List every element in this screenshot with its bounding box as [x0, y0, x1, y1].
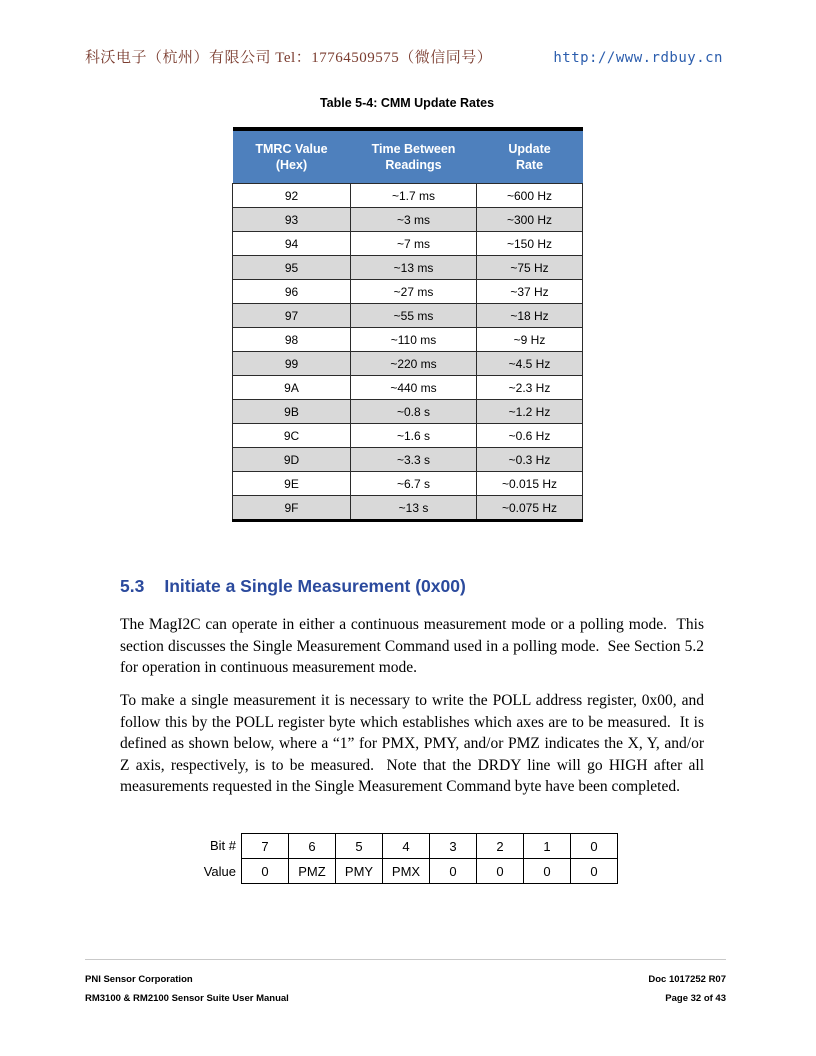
- col-header-update-rate: [477, 129, 583, 184]
- table-row: [233, 280, 583, 304]
- section-number: 5.3: [120, 576, 145, 596]
- bit-number-cell: 3: [430, 834, 477, 859]
- tmrc-cell: 99: [233, 352, 351, 376]
- rate-cell: ~0.075 Hz: [477, 496, 583, 521]
- table-row: [233, 472, 583, 496]
- poll-register-bit-table: [190, 833, 618, 885]
- tmrc-cell: 9C: [233, 424, 351, 448]
- bit-value-cell: 0: [524, 859, 571, 884]
- table-row: [233, 208, 583, 232]
- tmrc-cell: 92: [233, 184, 351, 208]
- tmrc-cell: 93: [233, 208, 351, 232]
- section-title: Initiate a Single Measurement (0x00): [164, 576, 466, 596]
- time-cell: ~13 s: [351, 496, 477, 521]
- bit-value-cell: PMY: [336, 859, 383, 884]
- header-company-text: 科沃电子（杭州）有限公司 Tel：17764509575（微信同号）: [85, 50, 493, 66]
- bit-number-cell: 5: [336, 834, 383, 859]
- footer-right: [648, 970, 726, 1008]
- bit-number-cell: 1: [524, 834, 571, 859]
- bit-value-row: [242, 859, 618, 884]
- time-cell: ~440 ms: [351, 376, 477, 400]
- tmrc-cell: 94: [233, 232, 351, 256]
- rate-cell: ~18 Hz: [477, 304, 583, 328]
- page-footer: [85, 970, 726, 1008]
- table-row: [233, 352, 583, 376]
- rate-cell: ~1.2 Hz: [477, 400, 583, 424]
- rate-cell: ~300 Hz: [477, 208, 583, 232]
- col-header-line: TMRC Value: [255, 142, 328, 156]
- rate-cell: ~75 Hz: [477, 256, 583, 280]
- bit-value-cell: 0: [242, 859, 289, 884]
- tmrc-cell: 9F: [233, 496, 351, 521]
- table-caption: Table 5-4: CMM Update Rates: [319, 96, 495, 110]
- table-row: [233, 304, 583, 328]
- time-cell: ~220 ms: [351, 352, 477, 376]
- section-heading: [120, 576, 466, 597]
- time-cell: ~6.7 s: [351, 472, 477, 496]
- col-header-tmrc-value: [233, 129, 351, 184]
- cmm-update-rates-table: [232, 127, 583, 522]
- bit-number-cell: 0: [571, 834, 618, 859]
- bit-number-cell: 6: [289, 834, 336, 859]
- bit-number-cell: 2: [477, 834, 524, 859]
- bit-number-row: [242, 834, 618, 859]
- footer-left: [85, 970, 289, 1008]
- col-header-line: Update: [508, 142, 551, 156]
- tmrc-cell: 9B: [233, 400, 351, 424]
- table-row: [233, 448, 583, 472]
- table-row: [233, 424, 583, 448]
- time-cell: ~27 ms: [351, 280, 477, 304]
- table-header-row: [233, 129, 583, 184]
- table-row: [233, 496, 583, 521]
- time-cell: ~3.3 s: [351, 448, 477, 472]
- footer-manual-title: RM3100 & RM2100 Sensor Suite User Manual: [85, 993, 289, 1004]
- tmrc-cell: 97: [233, 304, 351, 328]
- footer-doc-number: Doc 1017252 R07: [648, 974, 726, 985]
- col-header-line: Time Between: [371, 142, 456, 156]
- rate-cell: ~0.6 Hz: [477, 424, 583, 448]
- bit-value-row-label: Value: [203, 864, 236, 879]
- bit-number-cell: 4: [383, 834, 430, 859]
- bit-value-cell: 0: [477, 859, 524, 884]
- col-header-line: (Hex): [275, 158, 308, 172]
- time-cell: ~55 ms: [351, 304, 477, 328]
- header-url-link[interactable]: http://www.rdbuy.cn: [553, 50, 723, 66]
- table-row: [233, 184, 583, 208]
- tmrc-cell: 96: [233, 280, 351, 304]
- footer-divider: [85, 959, 726, 960]
- rate-cell: ~600 Hz: [477, 184, 583, 208]
- time-cell: ~1.7 ms: [351, 184, 477, 208]
- rate-cell: ~9 Hz: [477, 328, 583, 352]
- paragraph-1: The MagI2C can operate in either a continuous measurement mode or a polling mode. This section discusses the Single Measurement Command used in a polling mode. See Section 5.2 for operation in continuous measurement mode.: [120, 616, 708, 676]
- tmrc-cell: 98: [233, 328, 351, 352]
- time-cell: ~0.8 s: [351, 400, 477, 424]
- rate-cell: ~0.015 Hz: [477, 472, 583, 496]
- table-row: [233, 376, 583, 400]
- time-cell: ~13 ms: [351, 256, 477, 280]
- paragraph-2: To make a single measurement it is necessary to write the POLL address register, 0x00, and follow this by the POLL register byte which establishes which axes are to be measured. It is defined as shown below, where a “1” for PMX, PMY, and/or PMZ indicates the X, Y, and/or Z axis, respectively, is to be measured. Note that the DRDY line will go HIGH after all measurements requested in the Single Measurement Command byte have been completed.: [120, 692, 708, 795]
- footer-company: PNI Sensor Corporation: [85, 974, 193, 985]
- tmrc-cell: 95: [233, 256, 351, 280]
- bit-number-row-label: Bit #: [209, 838, 236, 853]
- time-cell: ~1.6 s: [351, 424, 477, 448]
- table-row: [233, 328, 583, 352]
- col-header-time-between: [351, 129, 477, 184]
- tmrc-cell: 9A: [233, 376, 351, 400]
- rate-cell: ~37 Hz: [477, 280, 583, 304]
- time-cell: ~7 ms: [351, 232, 477, 256]
- col-header-line: Readings: [385, 158, 442, 172]
- table-row: [233, 232, 583, 256]
- time-cell: ~110 ms: [351, 328, 477, 352]
- bit-value-cell: PMZ: [289, 859, 336, 884]
- page-header: [85, 46, 723, 67]
- rate-cell: ~0.3 Hz: [477, 448, 583, 472]
- bit-value-cell: 0: [571, 859, 618, 884]
- rate-cell: ~2.3 Hz: [477, 376, 583, 400]
- tmrc-cell: 9D: [233, 448, 351, 472]
- footer-page-number: Page 32 of 43: [665, 993, 726, 1004]
- bit-table-row-labels: [190, 833, 236, 885]
- time-cell: ~3 ms: [351, 208, 477, 232]
- rate-cell: ~4.5 Hz: [477, 352, 583, 376]
- bit-value-cell: PMX: [383, 859, 430, 884]
- table-row: [233, 400, 583, 424]
- rate-cell: ~150 Hz: [477, 232, 583, 256]
- bit-number-cell: 7: [242, 834, 289, 859]
- bit-table-grid: [241, 833, 618, 884]
- tmrc-cell: 9E: [233, 472, 351, 496]
- table-row: [233, 256, 583, 280]
- col-header-line: Rate: [515, 158, 544, 172]
- bit-value-cell: 0: [430, 859, 477, 884]
